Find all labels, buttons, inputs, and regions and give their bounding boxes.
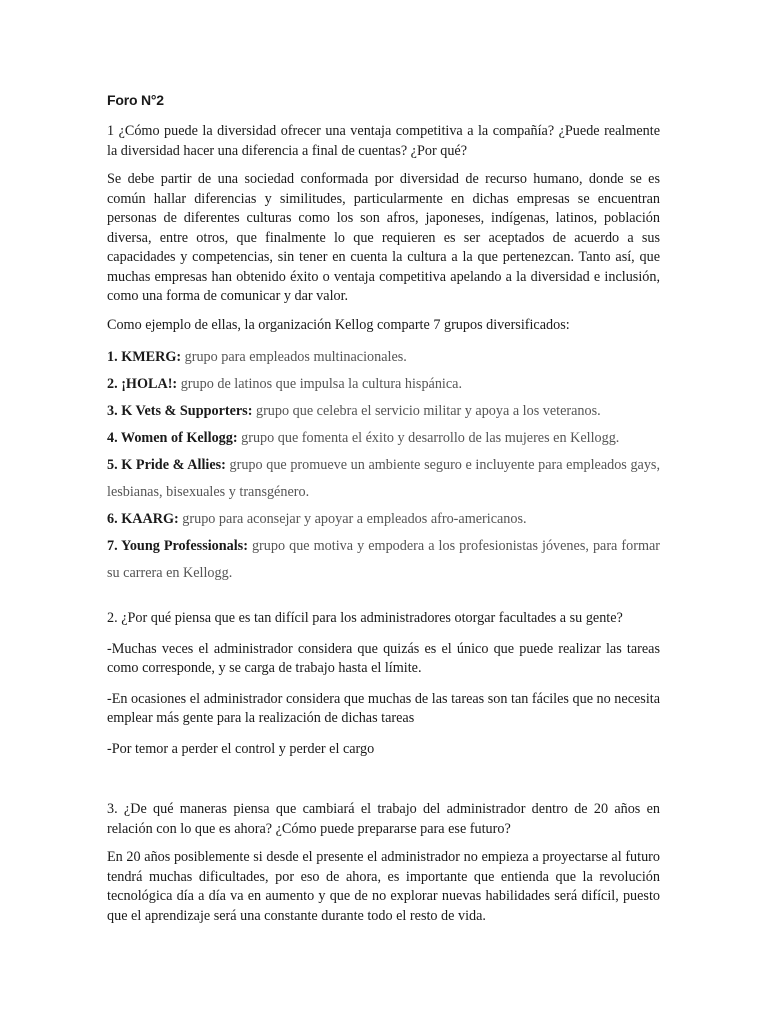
group-description: grupo de latinos que impulsa la cultura hispánica. (177, 376, 463, 392)
list-item (107, 425, 660, 452)
list-item (107, 371, 660, 398)
answer-2-item: -Por temor a perder el control y perder el cargo (107, 740, 375, 757)
answer-3: En 20 años posiblemente si desde el presente el administrador no empieza a proyectarse al futuro tendrá muchas dificultades, por eso de ahora, es importante que entienda que la revolución tecnológica día a día va en aumento y que de no explorar nuevas habilidades será difícil, puesto que el aprendizaje será una constante durante todo el resto de vida. (107, 849, 660, 924)
group-name: 2. ¡HOLA!: (107, 376, 178, 392)
document-title: Foro N°2 (107, 92, 164, 108)
group-name: 3. K Vets & Supporters: (107, 403, 253, 419)
question-3: 3. ¿De qué maneras piensa que cambiará el trabajo del administrador dentro de 20 años en relación con lo que es ahora? ¿Cómo puede prepararse para ese futuro? (107, 801, 660, 837)
list-item (107, 344, 660, 371)
list-item (107, 452, 660, 506)
group-description: grupo que motiva y empodera a los profesionistas jóvenes, para formar su carrera en Kellogg. (107, 538, 660, 581)
group-name: 7. Young Professionals: (107, 538, 248, 554)
group-name: 5. K Pride & Allies: (107, 457, 226, 473)
list-item (107, 398, 660, 425)
answer-1-paragraph-2: Como ejemplo de ellas, la organización Kellog comparte 7 grupos diversificados: (107, 316, 570, 333)
question-2: 2. ¿Por qué piensa que es tan difícil para los administradores otorgar facultades a su gente? (107, 610, 623, 626)
group-description: grupo que celebra el servicio militar y apoya a los veteranos. (252, 403, 601, 419)
groups-list (107, 344, 660, 587)
group-name: 1. KMERG: (107, 349, 182, 365)
list-item (107, 533, 660, 587)
group-description: grupo para aconsejar y apoyar a empleados afro-americanos. (178, 511, 527, 527)
group-name: 4. Women of Kellogg: (107, 430, 238, 446)
section-spacer (107, 770, 660, 800)
question-1: 1 ¿Cómo puede la diversidad ofrecer una ventaja competitiva a la compañía? ¿Puede realmente la diversidad hacer una diferencia a final de cuentas? ¿Por qué? (107, 123, 660, 159)
group-name: 6. KAARG: (107, 511, 179, 527)
group-description: grupo que fomenta el éxito y desarrollo de las mujeres en Kellogg. (237, 430, 620, 446)
list-item (107, 506, 660, 533)
answer-2-item: -Muchas veces el administrador considera que quizás es el único que puede realizar las tareas como corresponde, y se carga de trabajo hasta el límite. (107, 640, 660, 676)
answer-2-item: -En ocasiones el administrador considera que muchas de las tareas son tan fáciles que no necesita emplear más gente para la realización de dichas tareas (107, 690, 660, 726)
group-description: grupo para empleados multinacionales. (181, 349, 407, 365)
section-spacer (107, 587, 660, 609)
group-description: grupo que promueve un ambiente seguro e incluyente para empleados gays, lesbianas, bisexuales y transgénero. (107, 457, 660, 500)
answer-1-paragraph-1: Se debe partir de una sociedad conformada por diversidad de recurso humano, donde se es común hallar diferencias y similitudes, particularmente en dichas empresas se encuentran personas de diferentes culturas como los son afros, japoneses, indígenas, latinos, población diversa, entre otros, que finalmente lo que requieren es ser aceptados de acuerdo a sus capacidades y competencias, sin tener en cuenta la cultura a la que pertenezcan. Tanto así, que muchas empresas han obtenido éxito o ventaja competitiva apelando a la diversidad e inclusión, como una forma de comunicar y dar valor. (107, 171, 660, 304)
